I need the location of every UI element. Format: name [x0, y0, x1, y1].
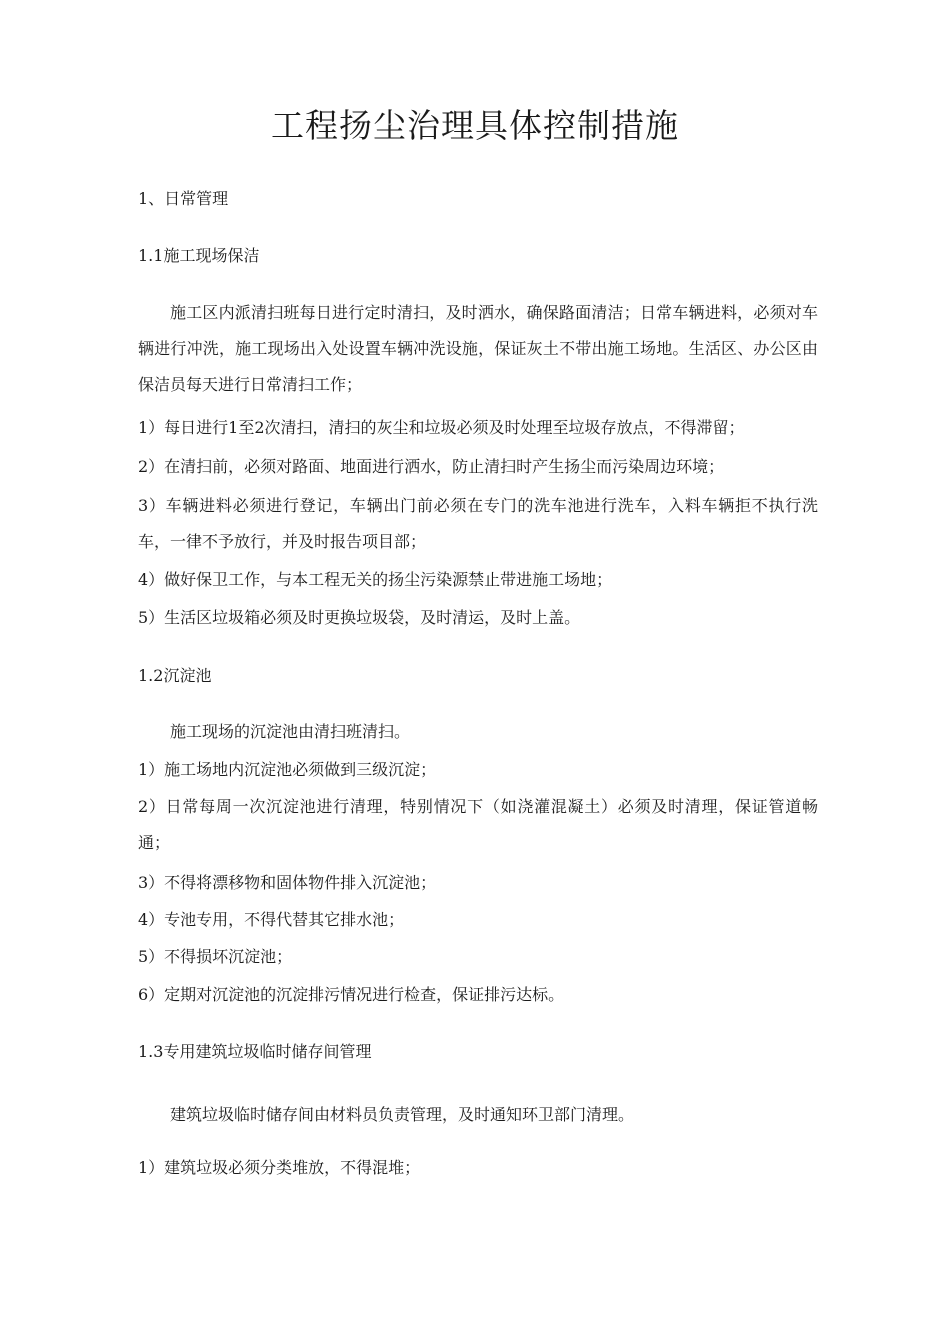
list-item: 5）生活区垃圾箱必须及时更换垃圾袋，及时清运，及时上盖。: [138, 608, 581, 627]
list-item: 1）施工场地内沉淀池必须做到三级沉淀；: [138, 760, 437, 779]
list-item: 1）每日进行1至2次清扫，清扫的灰尘和垃圾必须及时处理至垃圾存放点，不得滞留；: [138, 418, 745, 437]
list-item: 4）做好保卫工作，与本工程无关的扬尘污染源禁止带进施工场地；: [138, 570, 613, 589]
heading-waste-storage: 1.3专用建筑垃圾临时储存间管理: [138, 1042, 372, 1061]
list-item: 4）专池专用，不得代替其它排水池；: [138, 910, 405, 929]
list-item: 2）日常每周一次沉淀池进行清理，特别情况下（如浇灌混凝土）必须及时清理，保证管道畅通；: [138, 797, 818, 852]
list-item: 5）不得损坏沉淀池；: [138, 947, 293, 966]
paragraph-site-cleaning-intro: 施工区内派清扫班每日进行定时清扫，及时洒水，确保路面清洁；日常车辆进料，必须对车辆进行冲洗，施工现场出入处设置车辆冲洗设施，保证灰土不带出施工场地。生活区、办公区由保洁员每天进行日常清扫工作；: [138, 303, 818, 394]
paragraph-waste-storage-intro: 建筑垃圾临时储存间由材料员负责管理，及时通知环卫部门清理。: [170, 1105, 635, 1124]
paragraph-sedimentation-intro: 施工现场的沉淀池由清扫班清扫。: [170, 722, 411, 741]
heading-sedimentation-tank: 1.2沉淀池: [138, 666, 212, 685]
list-item: 6）定期对沉淀池的沉淀排污情况进行检查，保证排污达标。: [138, 985, 565, 1004]
list-item: 2）在清扫前，必须对路面、地面进行洒水，防止清扫时产生扬尘而污染周边环境；: [138, 457, 725, 476]
list-item: 1）建筑垃圾必须分类堆放，不得混堆；: [138, 1158, 421, 1177]
document-title: 工程扬尘治理具体控制措施: [271, 106, 679, 145]
list-item: 3）车辆进料必须进行登记，车辆出门前必须在专门的洗车池进行洗车，入料车辆拒不执行洗车，一律不予放行，并及时报告项目部；: [138, 496, 818, 551]
heading-daily-management: 1、日常管理: [138, 189, 229, 208]
list-item: 3）不得将漂移物和固体物件排入沉淀池；: [138, 873, 437, 892]
heading-site-cleaning: 1.1施工现场保洁: [138, 246, 260, 265]
